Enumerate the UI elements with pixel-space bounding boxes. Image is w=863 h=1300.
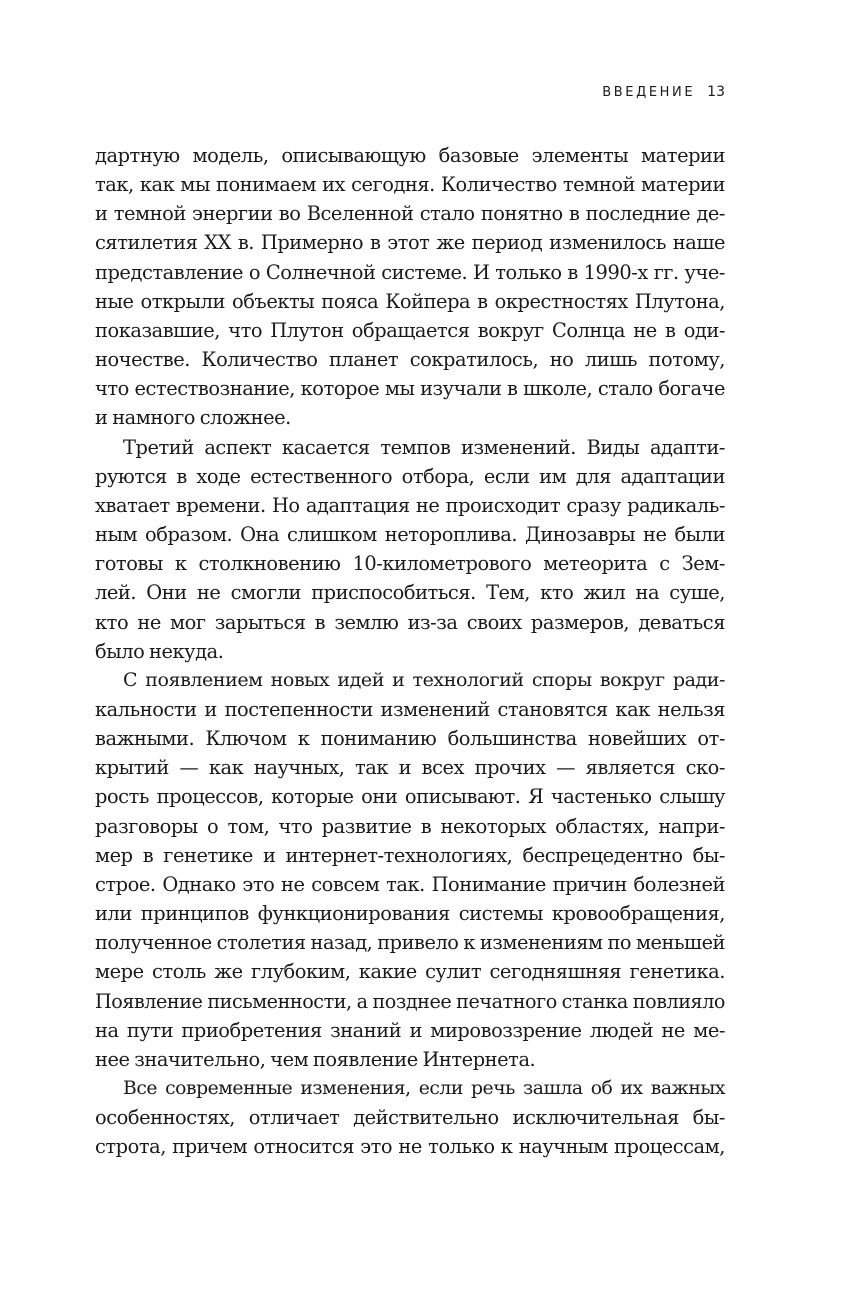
text-line: кто не мог зарыться в землю из-за своих размеров, деваться bbox=[95, 610, 725, 634]
text-line: представление о Солнечной системе. И только в 1990-х гг. уче- bbox=[95, 260, 725, 284]
body-text bbox=[95, 141, 725, 1161]
paragraph-2 bbox=[95, 433, 725, 666]
text-line: Третий аспект касается темпов изменений. Виды адапти- bbox=[123, 435, 725, 459]
text-line: готовы к столкновению 10-километрового метеорита с Зем- bbox=[95, 552, 725, 576]
text-line: С появлением новых идей и технологий споры вокруг ради- bbox=[123, 668, 725, 691]
text-line: крытий — как научных, так и всех прочих — является ско- bbox=[95, 756, 725, 780]
text-line: Появление письменности, а позднее печатного станка повлияло bbox=[95, 989, 725, 1013]
text-line: особенностях, отличает действительно исключительная бы- bbox=[95, 1106, 725, 1130]
text-line: было некуда. bbox=[95, 639, 224, 663]
paragraph-1 bbox=[95, 141, 725, 433]
text-line: на пути приобретения знаний и мировоззрение людей не ме- bbox=[95, 1018, 725, 1042]
text-line: полученное столетия назад, привело к изменениям по меньшей bbox=[95, 931, 725, 955]
paragraph-4 bbox=[95, 1074, 725, 1161]
text-line: руются в ходе естественного отбора, если им для адаптации bbox=[95, 464, 725, 488]
text-line: мере столь же глубоким, какие сулит сегодняшняя генетика. bbox=[95, 960, 725, 984]
page-number: 13 bbox=[707, 84, 725, 100]
text-line: нее значительно, чем появление Интернета. bbox=[95, 1047, 536, 1071]
text-line: показавшие, что Плутон обращается вокруг Солнца не в оди- bbox=[95, 318, 725, 342]
text-line: так, как мы понимаем их сегодня. Количество темной материи bbox=[95, 173, 725, 197]
text-line: ные открыли объекты пояса Койпера в окрестностях Плутона, bbox=[95, 289, 725, 313]
text-line: разговоры о том, что развитие в некоторых областях, напри- bbox=[95, 814, 725, 838]
text-line: или принципов функционирования системы кровообращения, bbox=[95, 902, 725, 926]
text-line: дартную модель, описывающую базовые элементы материи bbox=[95, 144, 725, 167]
text-line: что естествознание, которое мы изучали в школе, стало богаче bbox=[95, 377, 725, 401]
text-line: и намного сложнее. bbox=[95, 406, 291, 430]
paragraph-3 bbox=[95, 666, 725, 1074]
text-line: лей. Они не смогли приспособиться. Тем, кто жил на суше, bbox=[95, 581, 725, 605]
text-line: важными. Ключом к пониманию большинства новейших от- bbox=[95, 727, 725, 751]
running-head bbox=[602, 84, 725, 100]
text-line: рость процессов, которые они описывают. Я частенько слышу bbox=[95, 785, 725, 809]
text-line: Все современные изменения, если речь зашла об их важных bbox=[123, 1078, 725, 1099]
text-line: строе. Однако это не совсем так. Понимание причин болезней bbox=[95, 872, 725, 896]
text-line: строта, причем относится это не только к научным процессам, bbox=[95, 1135, 725, 1159]
text-line: кальности и постепенности изменений становятся как нельзя bbox=[95, 697, 725, 721]
text-line: ночестве. Количество планет сократилось, но лишь потому, bbox=[95, 348, 725, 372]
text-line: хватает времени. Но адаптация не происходит сразу радикаль- bbox=[95, 493, 725, 517]
text-line: сятилетия XX в. Примерно в этот же период изменилось наше bbox=[95, 231, 725, 255]
text-line: и темной энергии во Вселенной стало понятно в последние де- bbox=[95, 202, 725, 226]
text-line: ным образом. Она слишком нетороплива. Динозавры не были bbox=[95, 523, 725, 547]
text-line: мер в генетике и интернет-технологиях, беспрецедентно бы- bbox=[95, 843, 725, 867]
running-head-section: ВВЕДЕНИЕ bbox=[602, 85, 696, 100]
